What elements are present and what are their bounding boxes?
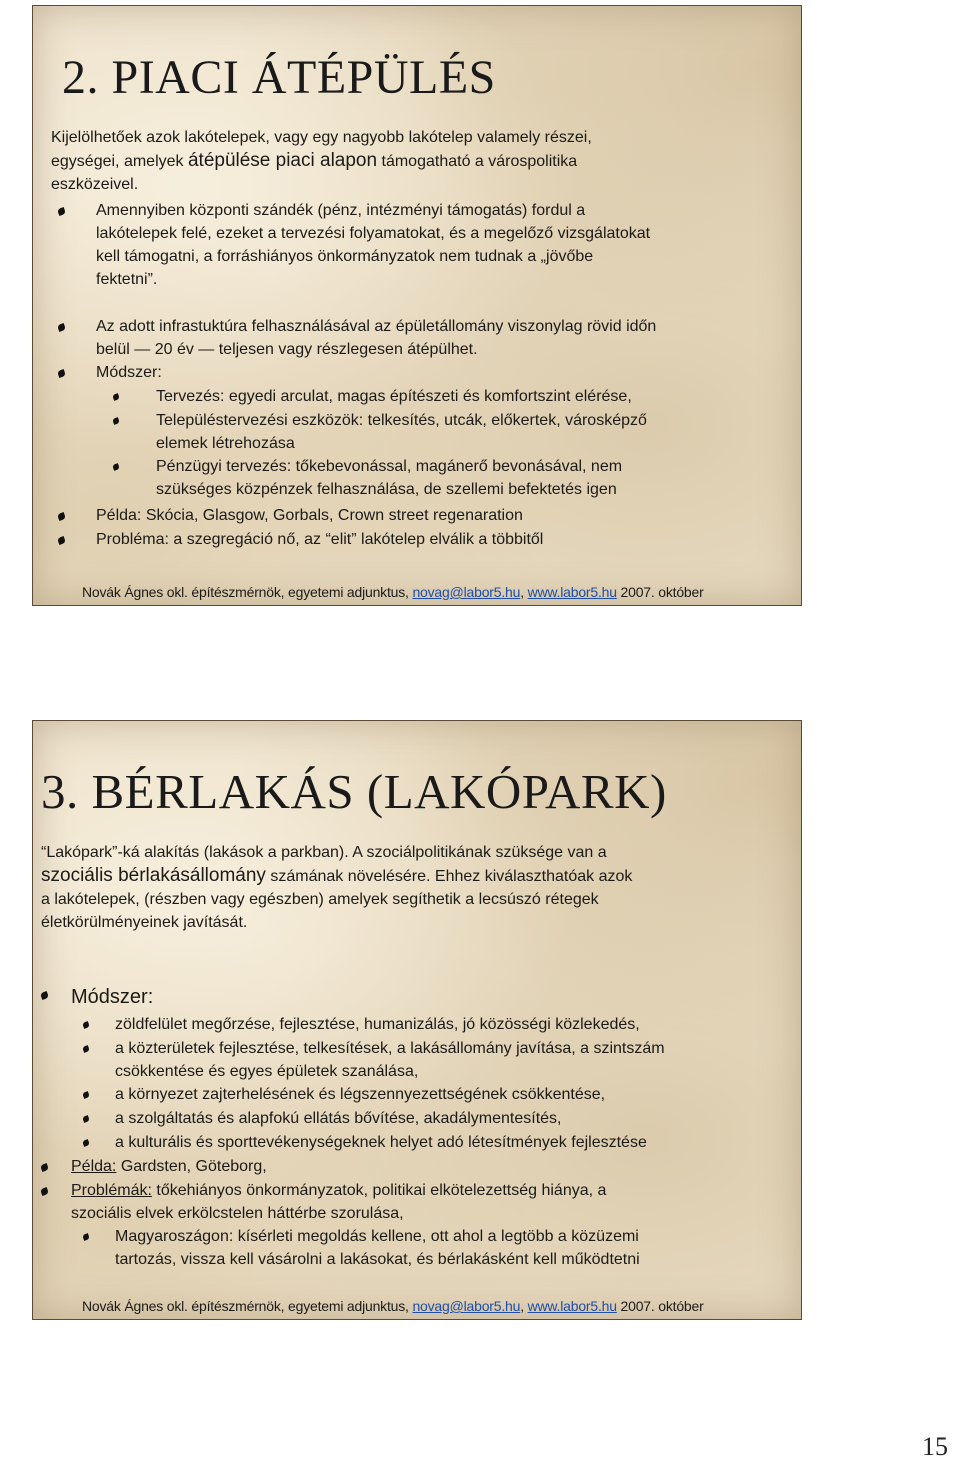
footer-separator: ,: [520, 584, 528, 600]
method-item: [115, 1013, 640, 1036]
method-item: [115, 1083, 605, 1106]
bullet-line: Módszer:: [96, 364, 162, 381]
bullet-icon: [40, 1163, 49, 1172]
bullet-line: belül — 20 év — teljesen vagy részlegesen átépülhet.: [96, 341, 478, 358]
method-line: csökkentése és egyes épületek szanálása,: [115, 1063, 419, 1080]
example-text: Gardsten, Göteborg,: [116, 1158, 267, 1175]
footer-author: Novák Ágnes okl. építészmérnök, egyetemi adjunktus,: [82, 1298, 413, 1314]
method-item: [115, 1037, 665, 1083]
bullet-icon: [57, 323, 66, 332]
sub-bullet-icon: [82, 1139, 90, 1147]
sub-bullet-icon: [112, 393, 120, 401]
intro-line: [51, 149, 751, 173]
sub-bullet-icon: [82, 1045, 90, 1053]
sub-bullet-icon: [112, 417, 120, 425]
intro-text: számának növelésére. Ehhez kiválaszthatóak azok: [265, 868, 633, 885]
sub-bullet-line: Településtervezési eszközök: telkesítés, utcák, előkertek, városképző: [156, 412, 647, 429]
intro-highlight: szociális bérlakásállomány: [41, 865, 266, 886]
method-item: [115, 1131, 647, 1154]
intro-paragraph: [41, 841, 791, 934]
problem-sub-item: [115, 1225, 640, 1271]
intro-text: egységei, amelyek: [51, 153, 188, 170]
bullet-icon: [40, 1187, 49, 1196]
footer-author: Novák Ágnes okl. építészmérnök, egyetemi adjunktus,: [82, 584, 413, 600]
problems-line: [71, 1179, 606, 1202]
sub-bullet-line: Pénzügyi tervezés: tőkebevonással, magánerő bevonásával, nem: [156, 458, 623, 475]
sub-bullet-line: elemek létrehozása: [156, 435, 295, 452]
slide-piaci-atepules: [32, 5, 802, 606]
problems-label: Problémák:: [71, 1182, 152, 1199]
method-line: a közterületek fejlesztése, telkesítések, a lakásállomány javítása, a szintszám: [115, 1040, 665, 1057]
method-item: [115, 1107, 561, 1130]
intro-paragraph: [51, 126, 751, 196]
slide-title: 3. BÉRLAKÁS (LAKÓPARK): [41, 764, 667, 819]
example-label: Példa:: [71, 1158, 117, 1175]
intro-line: eszközeivel.: [51, 176, 139, 193]
footer-site-link[interactable]: www.labor5.hu: [527, 1298, 617, 1314]
intro-line: Kijelölhetőek azok lakótelepek, vagy egy nagyobb lakótelep valamely részei,: [51, 129, 592, 146]
bullet-icon: [40, 991, 49, 1000]
problem-sub-line: Magyaroszágon: kísérleti megoldás kellene, ott ahol a legtöbb a közüzemi: [115, 1228, 639, 1245]
bullet-item: [96, 361, 162, 384]
bullet-line: Példa: Skócia, Glasgow, Gorbals, Crown street regenaration: [96, 507, 523, 524]
bullet-line: lakótelepek felé, ezeket a tervezési folyamatokat, és a megelőző vizsgálatokat: [96, 225, 651, 242]
intro-line: a lakótelepek, (részben vagy egészben) amelyek segíthetik a lecsúszó rétegek: [41, 891, 599, 908]
method-label: Módszer:: [71, 986, 154, 1008]
method-line: a szolgáltatás és alapfokú ellátás bővítése, akadálymentesítés,: [115, 1110, 562, 1127]
sub-bullet-icon: [82, 1233, 90, 1241]
intro-line: életkörülményeinek javítását.: [41, 914, 248, 931]
problems-text: tőkehiányos önkormányzatok, politikai elkötelezettség hiánya, a: [151, 1182, 607, 1199]
footer-email-link[interactable]: novag@labor5.hu: [412, 584, 521, 600]
intro-highlight: átépülése piaci alapon: [187, 150, 378, 171]
sub-bullet-icon: [82, 1021, 90, 1029]
method-line: a kulturális és sporttevékenységeknek helyet adó létesítmények fejlesztése: [115, 1134, 647, 1151]
problem-sub-line: tartozás, vissza kell vásárolni a lakásokat, és bérlakásként kell működtetni: [115, 1251, 640, 1268]
bullet-line: Probléma: a szegregáció nő, az “elit” lakótelep elválik a többitől: [96, 531, 544, 548]
footer-email-link[interactable]: novag@labor5.hu: [412, 1298, 521, 1314]
bullet-item: [96, 199, 650, 291]
bullet-item: [96, 528, 543, 551]
footer-date: 2007. október: [616, 1298, 704, 1314]
footer-site-link[interactable]: www.labor5.hu: [527, 584, 617, 600]
slide-berlakas-lakopark: [32, 720, 802, 1320]
intro-line: [41, 864, 791, 888]
bullet-icon: [57, 369, 66, 378]
bullet-icon: [57, 207, 66, 216]
bullet-line: kell támogatni, a forráshiányos önkormányzatok nem tudnak a „jövőbe: [96, 248, 594, 265]
slide-footer: [82, 1298, 704, 1314]
slide-footer: [82, 584, 704, 600]
bullet-item: [96, 315, 656, 361]
bullet-line: fektetni”.: [96, 271, 158, 288]
problems-item: [71, 1179, 606, 1225]
footer-date: 2007. október: [616, 584, 704, 600]
sub-bullet-item: [156, 455, 622, 501]
method-line: a környezet zajterhelésének és légszennyezettségének csökkentése,: [115, 1086, 606, 1103]
method-line: zöldfelület megőrzése, fejlesztése, humanizálás, jó közösségi közlekedés,: [115, 1016, 640, 1033]
page-number: 15: [922, 1432, 948, 1461]
footer-separator: ,: [520, 1298, 528, 1314]
example-item: [71, 1155, 267, 1178]
bullet-line: Az adott infrastuktúra felhasználásával az épületállomány viszonylag rövid időn: [96, 318, 657, 335]
sub-bullet-icon: [82, 1115, 90, 1123]
sub-bullet-item: [156, 409, 647, 455]
sub-bullet-item: [156, 385, 632, 408]
bullet-line: Amennyiben központi szándék (pénz, intézményi támogatás) fordul a: [96, 202, 586, 219]
sub-bullet-line: Tervezés: egyedi arculat, magas építészeti és komfortszint elérése,: [156, 388, 632, 405]
intro-line: “Lakópark”-ká alakítás (lakások a parkban). A szociálpolitikának szüksége van a: [41, 844, 607, 861]
intro-text: támogatható a várospolitika: [377, 153, 578, 170]
problems-line: szociális elvek erkölcstelen háttérbe szorulása,: [71, 1205, 404, 1222]
sub-bullet-line: szükséges közpénzek felhasználása, de szellemi befektetés igen: [156, 481, 617, 498]
bullet-icon: [57, 512, 66, 521]
sub-bullet-icon: [112, 463, 120, 471]
bullet-icon: [57, 536, 66, 545]
slide-title: 2. PIACI ÁTÉPÜLÉS: [62, 51, 496, 104]
sub-bullet-icon: [82, 1091, 90, 1099]
bullet-item: [96, 504, 523, 527]
